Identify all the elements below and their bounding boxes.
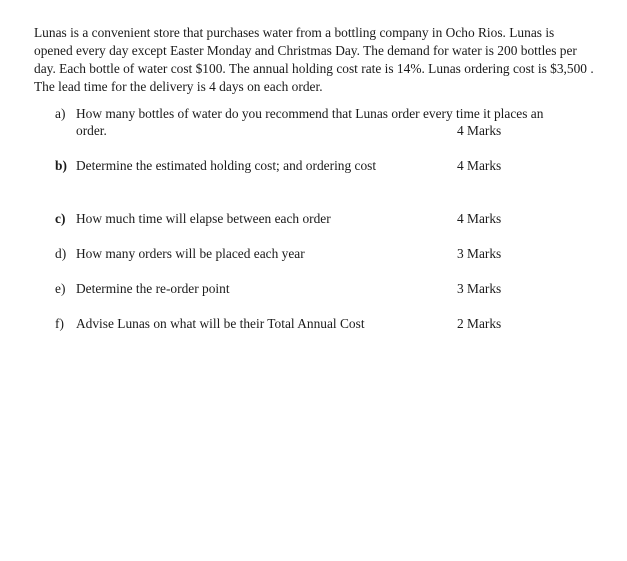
question-marks: 3 Marks <box>457 281 502 296</box>
question-text: How many orders will be placed each year <box>76 246 305 261</box>
question-text: Determine the re-order point <box>76 281 230 296</box>
problem-statement: Lunas is a convenient store that purchases water from a bottling company in Ocho Rios. Lunas is opened every day except Easter Monday and Christmas Day. The demand for water is 200 bottles per day. Each bottle of water cost $100. The annual holding cost rate is 14%. Lunas ordering cost is $3,500 . The lead time for the delivery is 4 days on each order. <box>34 25 594 94</box>
question-label: a) <box>55 106 66 121</box>
question-marks: 3 Marks <box>457 246 502 261</box>
question-label: e) <box>55 281 66 296</box>
question-marks: 4 Marks <box>457 123 502 138</box>
question-text: How much time will elapse between each order <box>76 211 331 226</box>
question-marks: 4 Marks <box>457 211 502 226</box>
question-label: f) <box>55 316 64 331</box>
question-text: Determine the estimated holding cost; and ordering cost <box>76 158 377 173</box>
question-text: How many bottles of water do you recommend that Lunas order every time it places an order. <box>76 106 544 138</box>
question-marks: 2 Marks <box>457 316 502 331</box>
question-label: c) <box>55 211 66 226</box>
question-marks: 4 Marks <box>457 158 502 173</box>
question-text: Advise Lunas on what will be their Total Annual Cost <box>76 316 365 331</box>
question-label: d) <box>55 246 67 261</box>
question-label: b) <box>55 158 67 173</box>
